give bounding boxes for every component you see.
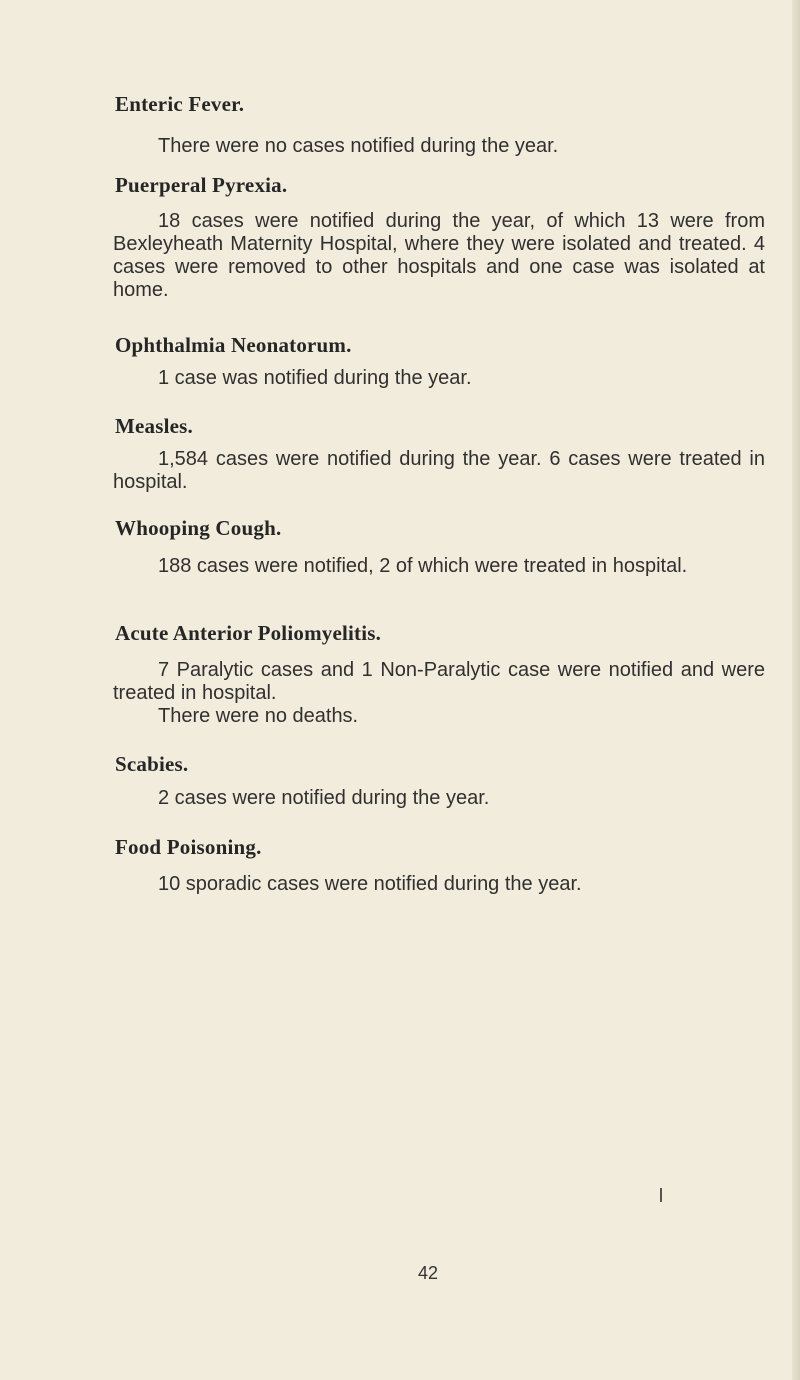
paragraph-food-poisoning: 10 sporadic cases were notified during the year. bbox=[158, 873, 582, 895]
paragraph-ophthalmia-neonatorum: 1 case was notified during the year. bbox=[158, 367, 472, 389]
paragraph-scabies: 2 cases were notified during the year. bbox=[158, 787, 490, 809]
heading-acute-anterior-poliomyelitis: Acute Anterior Poliomyelitis. bbox=[115, 621, 382, 645]
paragraph-poliomyelitis-cases: 7 Paralytic cases and 1 Non-Paralytic case were notified and were treated in hospital. bbox=[113, 659, 765, 704]
heading-enteric-fever: Enteric Fever. bbox=[115, 92, 245, 116]
heading-puerperal-pyrexia: Puerperal Pyrexia. bbox=[115, 173, 288, 197]
heading-scabies: Scabies. bbox=[115, 752, 189, 776]
paragraph-measles: 1,584 cases were notified during the year. 6 cases were treated in hospital. bbox=[113, 448, 765, 493]
page-edge-shadow bbox=[792, 0, 800, 1380]
heading-measles: Measles. bbox=[115, 414, 193, 438]
paragraph-whooping-cough: 188 cases were notified, 2 of which were treated in hospital. bbox=[158, 555, 688, 577]
heading-food-poisoning: Food Poisoning. bbox=[115, 835, 262, 859]
heading-whooping-cough: Whooping Cough. bbox=[115, 516, 282, 540]
heading-ophthalmia-neonatorum: Ophthalmia Neonatorum. bbox=[115, 333, 352, 357]
paragraph-enteric-fever: There were no cases notified during the year. bbox=[158, 135, 559, 157]
page-number: 42 bbox=[418, 1263, 439, 1283]
paragraph-puerperal-pyrexia: 18 cases were notified during the year, of which 13 were from Bexleyheath Maternity Hospital, where they were isolated and treated. 4 cases were removed to other hospitals and one case was isolated at home. bbox=[113, 210, 765, 301]
paragraph-poliomyelitis-deaths: There were no deaths. bbox=[158, 705, 359, 727]
stray-ink-mark bbox=[660, 1188, 662, 1202]
